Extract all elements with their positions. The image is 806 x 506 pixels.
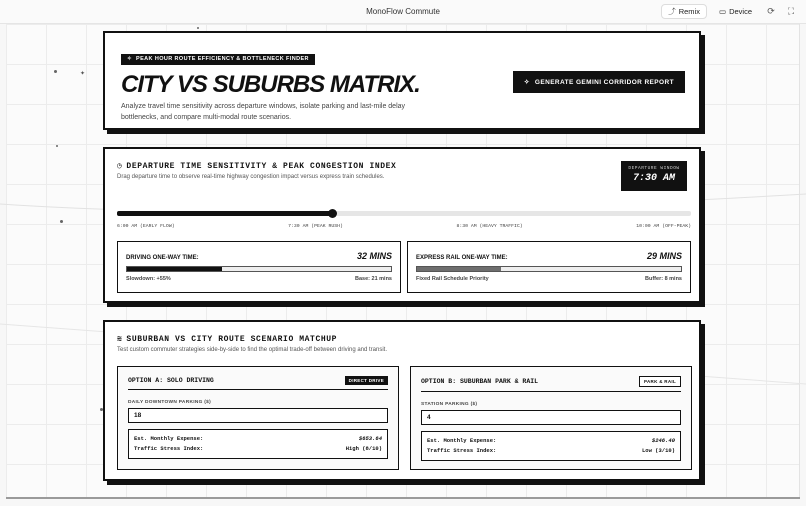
window-titlebar [0, 0, 806, 24]
departure-window-display [621, 161, 687, 191]
driving-time-bar [126, 266, 392, 272]
slider-tick: 8:30 AM (HEAVY TRAFFIC) [456, 224, 523, 229]
driving-time-value: 32 MINS [356, 251, 392, 261]
rail-buffer: Buffer: 8 mins [645, 276, 682, 282]
page-title: CITY VS SUBURBS MATRIX. [121, 71, 420, 98]
device-label: Device [729, 7, 752, 16]
slider-tick: 10:00 AM (OFF-PEAK) [636, 224, 691, 229]
option-b-name: OPTION B: SUBURBAN PARK & RAIL [421, 378, 539, 385]
slider-thumb[interactable] [328, 209, 337, 218]
option-a-expense-label: Est. Monthly Expense: [134, 435, 204, 442]
scenario-title [117, 334, 687, 344]
departure-window-label: DEPARTURE WINDOW [628, 166, 680, 171]
remix-label: Remix [678, 7, 700, 16]
header-badge-text: PEAK HOUR ROUTE EFFICIENCY & BOTTLENECK FINDER [136, 56, 309, 62]
sensitivity-title [117, 161, 687, 171]
rail-time-bar-fill [417, 267, 501, 271]
refresh-icon[interactable]: ⟳ [767, 6, 775, 16]
slider-tick: 7:30 AM (PEAK RUSH) [288, 224, 343, 229]
slider-fill [117, 211, 333, 216]
generate-report-button[interactable] [513, 71, 685, 93]
option-b-stress-label: Traffic Stress Index: [427, 446, 497, 454]
downtown-parking-input[interactable]: 18 [128, 408, 388, 423]
option-b-stress-value: Low (3/10) [641, 446, 675, 454]
remix-button[interactable] [661, 4, 707, 19]
driving-time-bar-fill [127, 267, 222, 271]
option-a-summary [128, 429, 388, 459]
sensitivity-card [103, 147, 701, 303]
option-b-tag: PARK & RAIL [639, 376, 681, 387]
option-b-summary [421, 431, 681, 461]
titlebar-actions [661, 4, 798, 19]
option-a-field-label: DAILY DOWNTOWN PARKING ($) [128, 400, 212, 405]
fullscreen-icon[interactable]: ⛶ [787, 6, 795, 16]
sensitivity-title-text: DEPARTURE TIME SENSITIVITY & PEAK CONGESTION INDEX [126, 161, 397, 171]
option-a-name: OPTION A: SOLO DRIVING [128, 377, 214, 384]
option-b-expense-label: Est. Monthly Expense: [427, 437, 497, 444]
sparkle-icon: ✧ [524, 79, 530, 86]
driving-slowdown: Slowdown: +55% [126, 276, 171, 282]
scenario-title-text: SUBURBAN VS CITY ROUTE SCENARIO MATCHUP [126, 334, 338, 344]
sparkle-icon: ✦ [80, 71, 86, 77]
device-icon: ▭ [718, 7, 727, 16]
remix-icon: ⤴ [668, 7, 676, 16]
departure-window-value: 7:30 AM [632, 173, 675, 184]
slider-tick: 6:00 AM (EARLY FLOW) [117, 224, 175, 229]
slider-ticks [117, 224, 691, 229]
station-parking-input[interactable]: 4 [421, 410, 681, 425]
driving-time-label: DRIVING ONE-WAY TIME: [126, 255, 199, 261]
scenario-subtitle: Test custom commuter strategies side-by-side to find the optimal trade-off between driving and transit. [117, 347, 388, 353]
header-badge [121, 54, 315, 65]
generate-report-label: GENERATE GEMINI CORRIDOR REPORT [534, 78, 674, 86]
option-a-panel [117, 366, 399, 470]
rail-time-panel [407, 241, 691, 293]
rail-time-bar [416, 266, 682, 272]
option-b-field-label: STATION PARKING ($) [421, 402, 478, 407]
sensitivity-subtitle: Drag departure time to observe real-time highway congestion impact versus express train schedules. [117, 174, 385, 180]
departure-time-slider[interactable] [117, 211, 691, 216]
decor-dot [197, 27, 199, 29]
option-a-tag: DIRECT DRIVE [345, 376, 388, 385]
window-title: MonoFlow Commute [366, 7, 440, 16]
option-a-stress-value: High (8/10) [345, 444, 382, 452]
rail-schedule-note: Fixed Rail Schedule Priority [416, 276, 489, 282]
option-a-expense-value: $653.64 [358, 435, 382, 442]
rail-time-label: EXPRESS RAIL ONE-WAY TIME: [416, 255, 508, 261]
page-description: Analyze travel time sensitivity across departure windows, isolate parking and last-mile delay bottlenecks, and compare multi-modal route scenarios. [121, 103, 406, 121]
option-a-stress-label: Traffic Stress Index: [134, 444, 204, 452]
decor-dot [60, 220, 63, 223]
rail-time-value: 29 MINS [646, 251, 682, 261]
layers-icon: ≋ [117, 335, 123, 344]
scenario-card [103, 320, 701, 481]
decor-dot [56, 145, 58, 147]
driving-base: Base: 21 mins [355, 276, 392, 282]
clock-icon: ◷ [117, 162, 123, 171]
decor-dot [54, 70, 57, 73]
driving-time-panel [117, 241, 401, 293]
option-b-expense-value: $246.40 [651, 437, 675, 444]
option-b-panel [410, 366, 692, 470]
sparkle-icon: ✧ [127, 56, 133, 62]
device-button[interactable] [713, 4, 758, 19]
header-card [103, 31, 701, 130]
